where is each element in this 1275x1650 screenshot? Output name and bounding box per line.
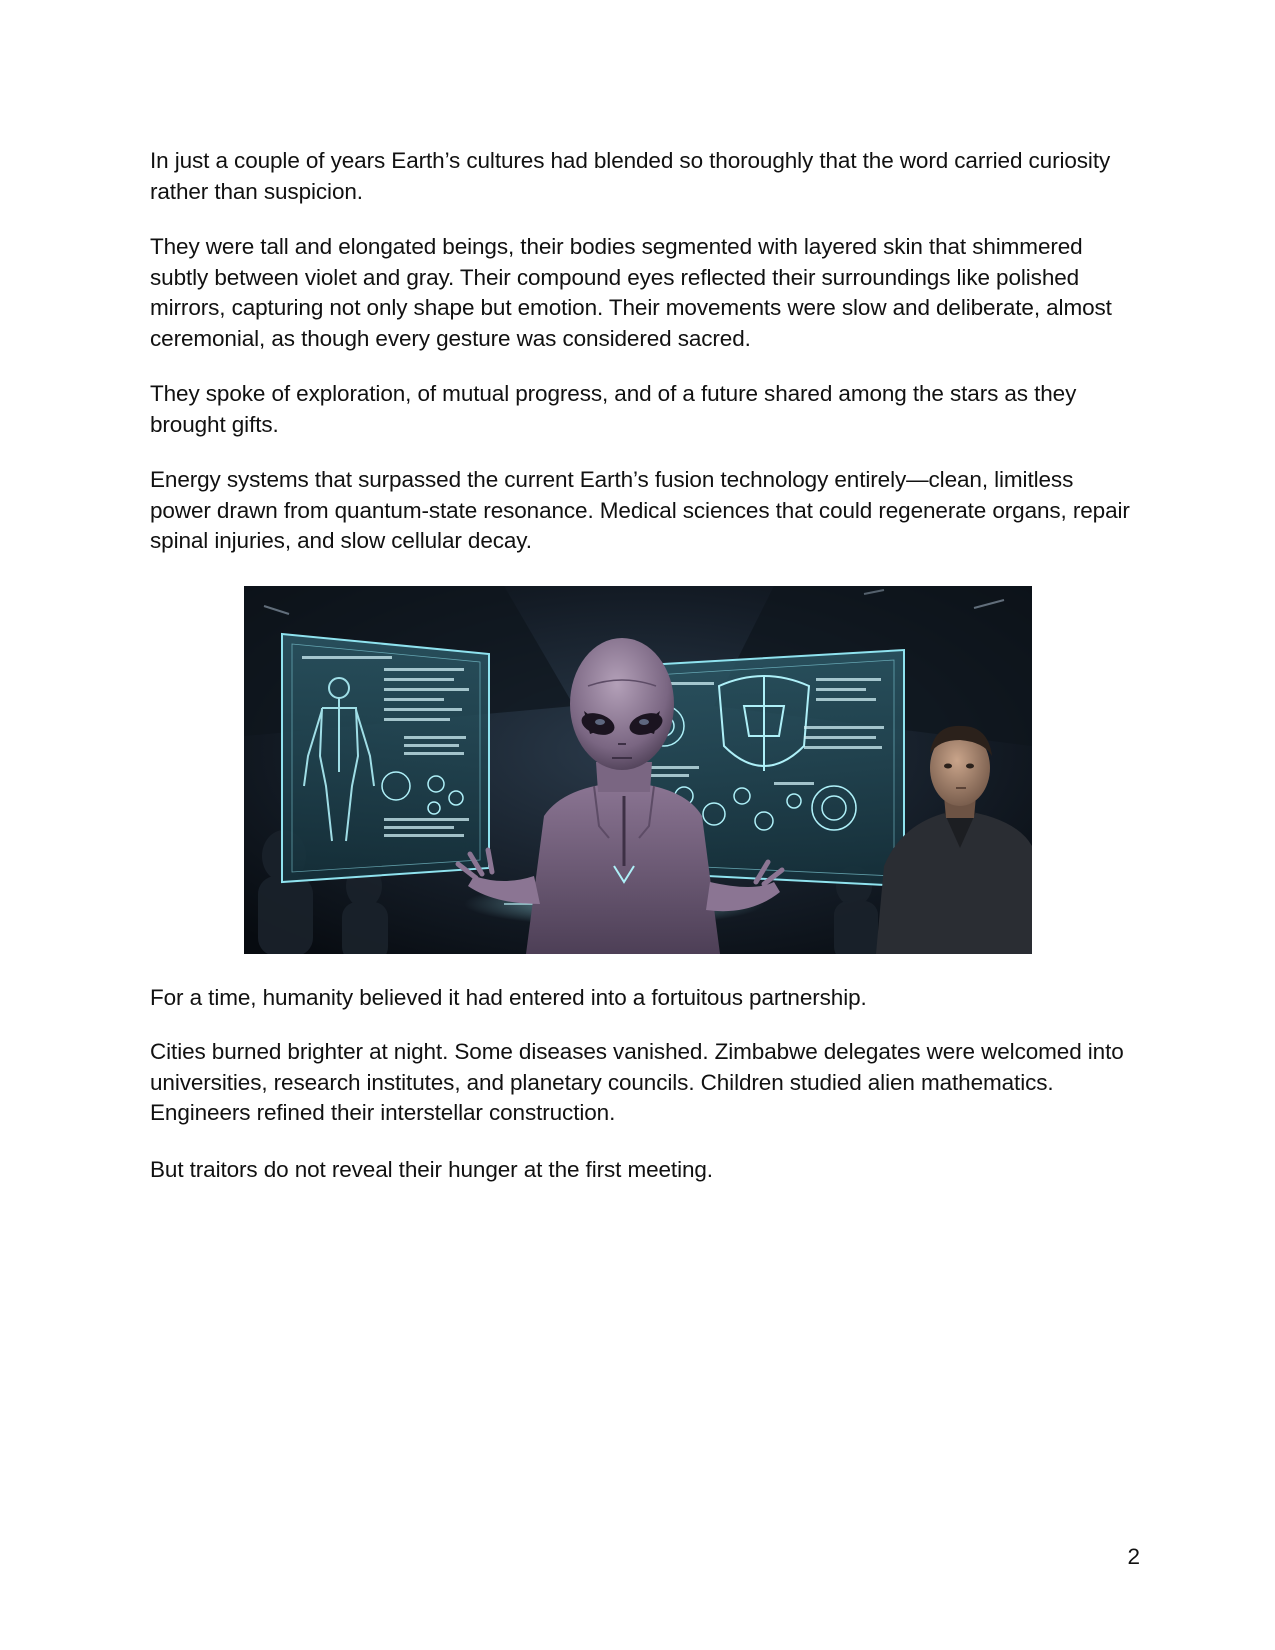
paragraph-2: They were tall and elongated beings, their bodies segmented with layered skin that shimmered subtly between violet and gray. Their compound eyes reflected their surroundings like polished mirrors, capturing not only shape but emotion. Their movements were slow and deliberate, almost ceremonial, as though every gesture was considered sacred. bbox=[150, 234, 1112, 351]
paragraph-4: Energy systems that surpassed the current Earth’s fusion technology entirely—clean, limitless power drawn from quantum-state resonance. Medical sciences that could regenerate organs, repair spinal injuries, and slow cellular decay. bbox=[150, 467, 1130, 554]
alien-hologram-illustration bbox=[244, 586, 1032, 954]
left-hologram-panel bbox=[282, 634, 489, 882]
paragraph-6: Cities burned brighter at night. Some diseases vanished. Zimbabwe delegates were welcomed into universities, research institutes, and planetary councils. Children studied alien mathematics. Engineers refined their interstellar construction. bbox=[150, 1039, 1124, 1126]
paragraph-5: For a time, humanity believed it had entered into a fortuitous partnership. bbox=[150, 985, 867, 1010]
paragraph-1: In just a couple of years Earth’s cultures had blended so thoroughly that the word carried curiosity rather than suspicion. bbox=[150, 148, 1111, 204]
paragraph-3: They spoke of exploration, of mutual progress, and of a future shared among the stars as they brought gifts. bbox=[150, 381, 1077, 437]
page-number: 2 bbox=[1127, 1544, 1140, 1569]
paragraph-7: But traitors do not reveal their hunger at the first meeting. bbox=[150, 1157, 713, 1182]
